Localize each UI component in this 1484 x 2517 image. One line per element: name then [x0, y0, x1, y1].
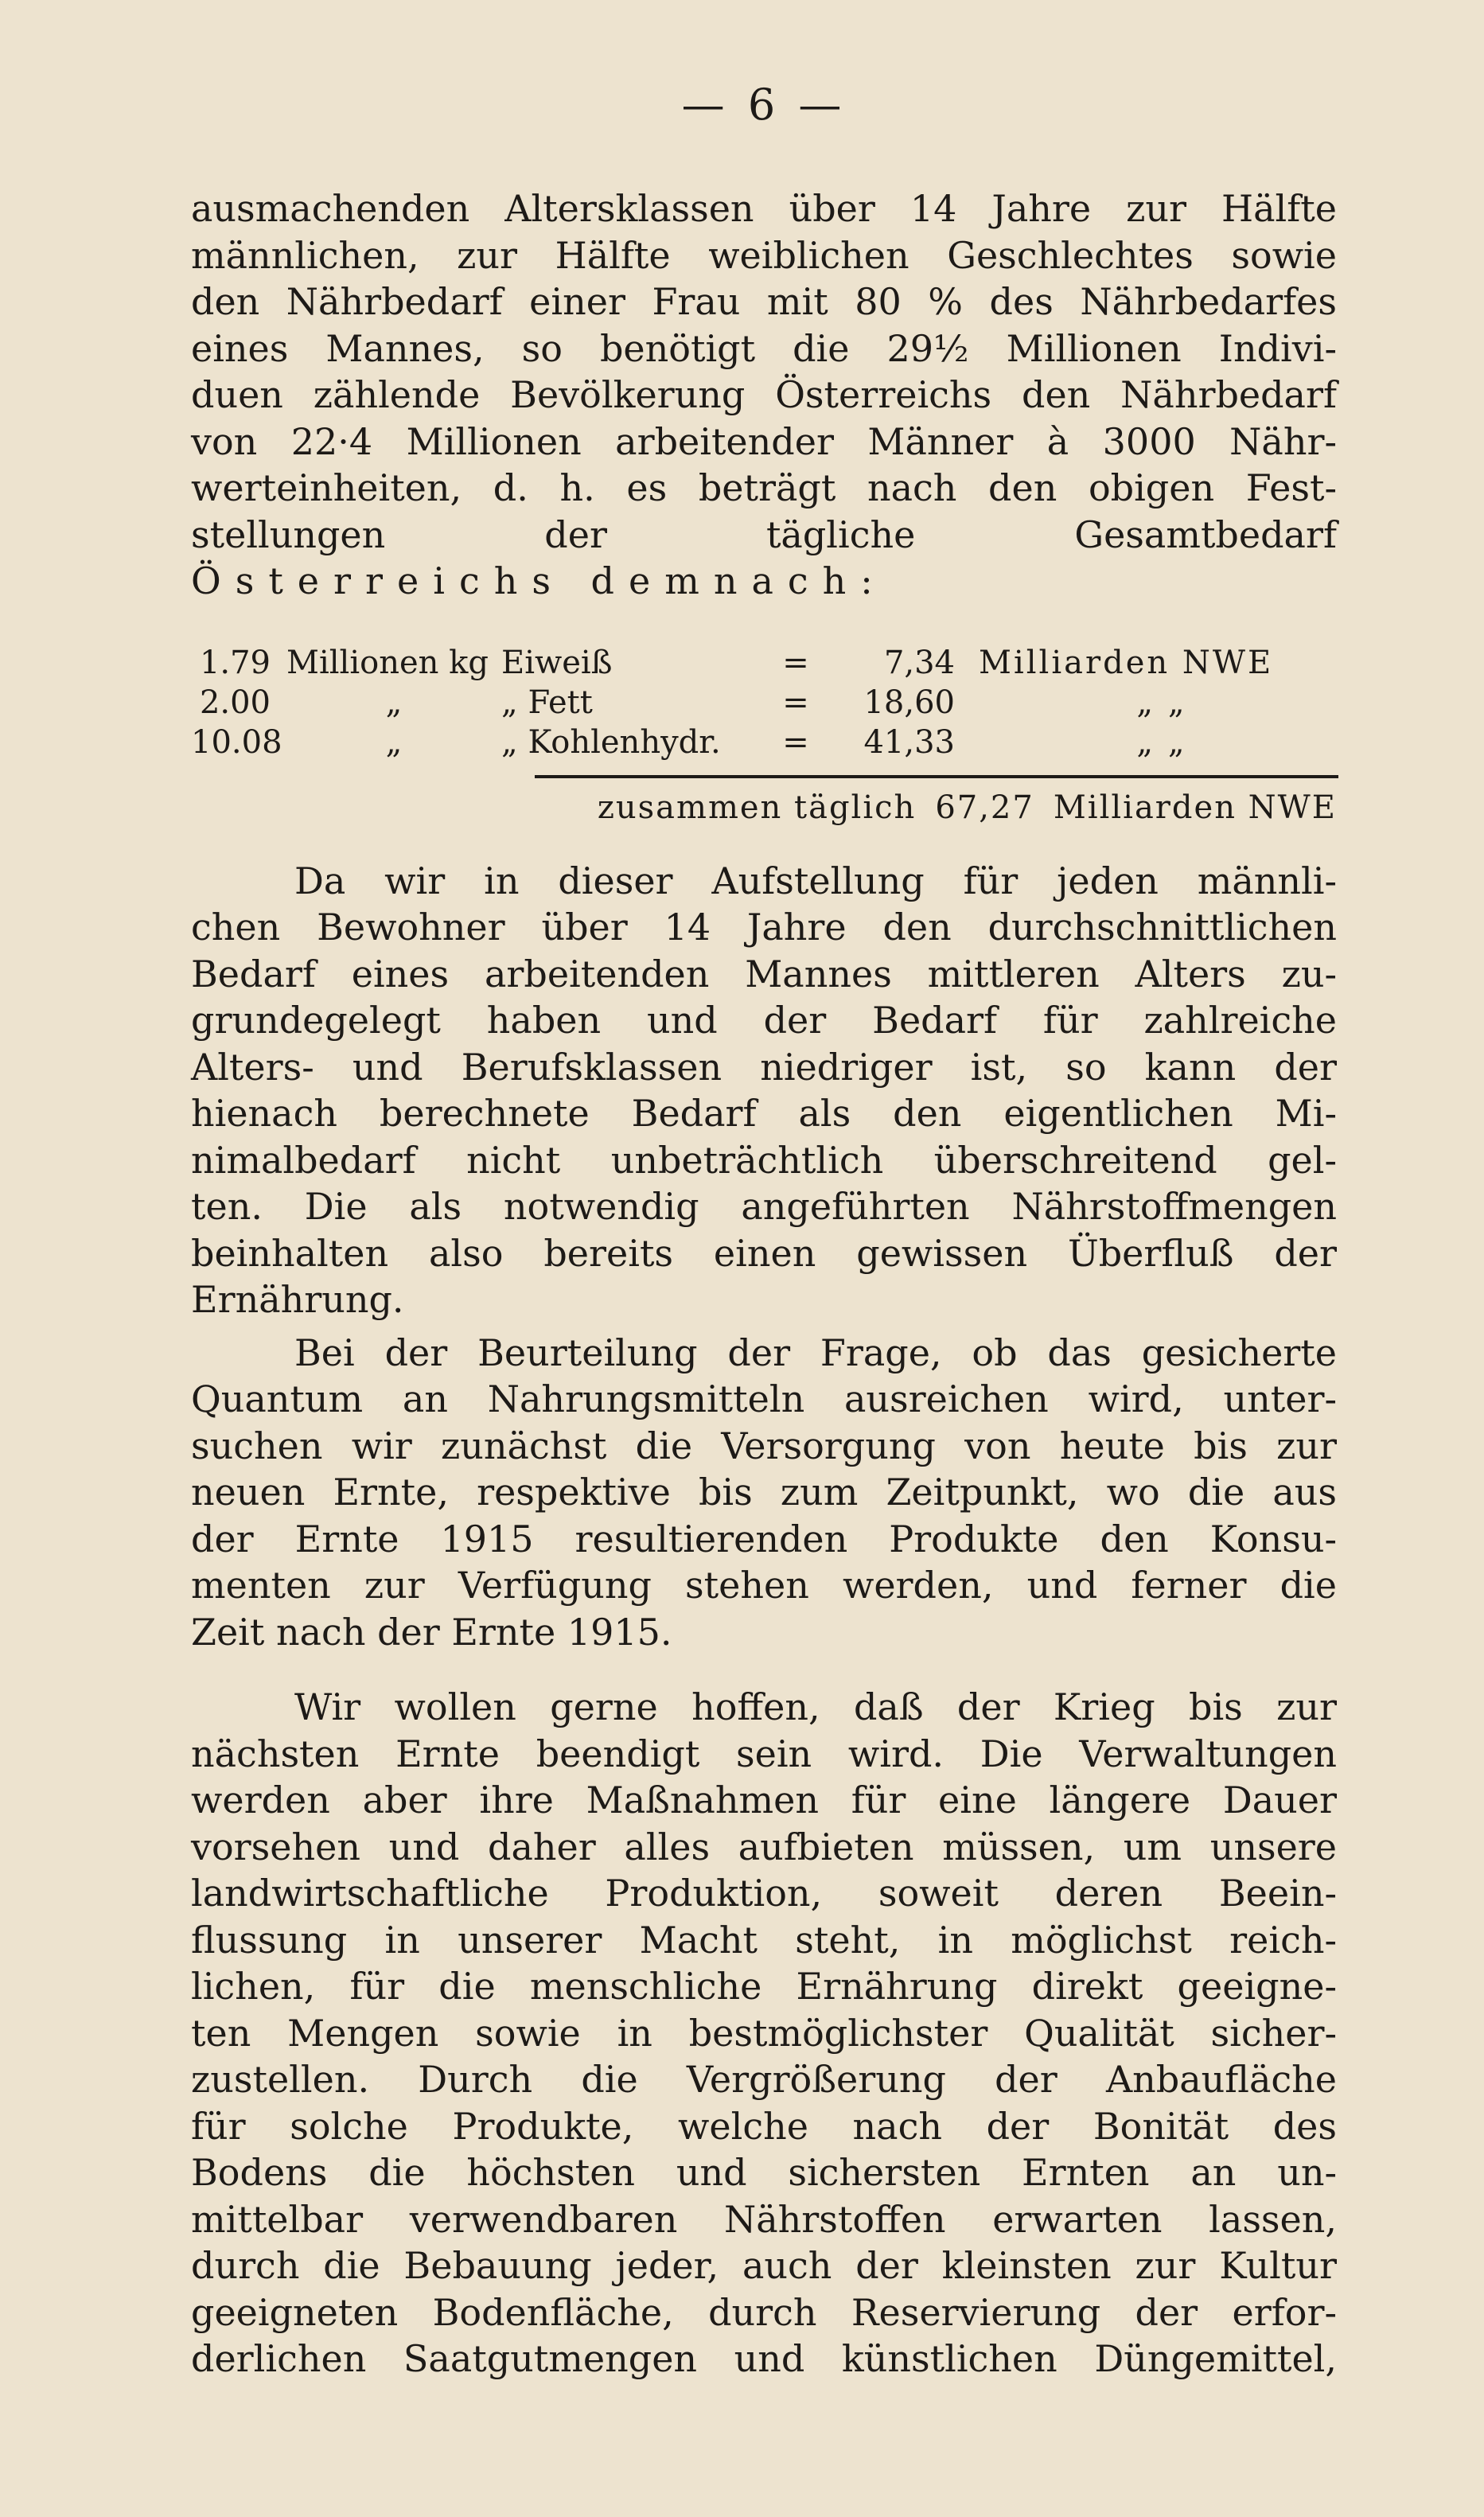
quantity-cell: 10.08 [191, 723, 282, 761]
paragraph [191, 1684, 1337, 2383]
text-line: werden aber ihre Maßnahmen für eine längere Dauer [191, 1779, 1337, 1822]
text-line: mittelbar verwendbaren Nährstoffen erwarten lassen, [191, 2197, 1337, 2241]
text-line: ten Mengen sowie in bestmöglichster Qualität sicher- [191, 2011, 1337, 2055]
text-line: derlichen Saatgutmengen und künstlichen Düngemittel, [191, 2337, 1337, 2380]
text-line: nimalbedarf nicht unbeträchtlich überschreitend gel- [191, 1138, 1337, 1182]
text-line: zustellen. Durch die Vergrößerung der Anbaufläche [191, 2058, 1337, 2101]
text-line: der Ernte 1915 resultierenden Produkte den Konsu- [191, 1517, 1337, 1560]
text-line: geeigneten Bodenfläche, durch Reservierung der erfor- [191, 2290, 1337, 2334]
text-line: Quantum an Nahrungsmitteln ausreichen wird, unter- [191, 1377, 1337, 1420]
text-line: ten. Die als notwendig angeführten Nährstoffmengen [191, 1185, 1337, 1228]
unit-cell: „ [385, 684, 403, 721]
emphasized-line: Österreichs demnach: [191, 559, 887, 602]
text-line: grundegelegt haben und der Bedarf für zahlreiche [191, 999, 1337, 1042]
text-line: für solche Produkte, welche nach der Bonität des [191, 2104, 1337, 2148]
text-line: Alters- und Berufsklassen niedriger ist, so kann der [191, 1045, 1337, 1089]
table-row [191, 684, 1337, 724]
text-line: hienach berechnete Bedarf als den eigentlichen Mi- [191, 1092, 1337, 1135]
unit-cell: „ [385, 723, 403, 761]
text-line: Bei der Beurteilung der Frage, ob das gesicherte [294, 1331, 1337, 1374]
value-unit-cell: „ „ [1136, 684, 1187, 721]
total-row [191, 789, 1337, 826]
text-line: neuen Ernte, respektive bis zum Zeitpunkt, wo die aus [191, 1471, 1337, 1514]
text-line: duen zählende Bevölkerung Österreichs den Nährbedarf [191, 373, 1337, 416]
text-line: chen Bewohner über 14 Jahre den durchschnittlichen [191, 906, 1337, 949]
text-line: den Nährbedarf einer Frau mit 80 % des Nährbedarfes [191, 280, 1337, 323]
value-cell: 7,34 [883, 644, 955, 681]
text-line: ausmachenden Altersklassen über 14 Jahre zur Hälfte [191, 187, 1337, 230]
text-line: Bodens die höchsten und sichersten Ernten an un- [191, 2151, 1337, 2194]
equals-cell: = [782, 644, 809, 681]
total-label: zusammen täglich [597, 789, 917, 826]
paragraph [191, 858, 1337, 1323]
intro-paragraph [191, 185, 1337, 605]
text-line: Bedarf eines arbeitenden Mannes mittleren Alters zu- [191, 952, 1337, 996]
item-cell: „ Kohlenhydr. [501, 723, 721, 761]
value-unit-cell: Milliarden NWE [979, 644, 1274, 681]
text-line: Zeit nach der Ernte 1915. [191, 1610, 672, 1654]
text-line: nächsten Ernte beendigt sein wird. Die Verwaltungen [191, 1732, 1337, 1775]
page-number: — 6 — [681, 80, 847, 130]
text-line: durch die Bebauung jeder, auch der kleinsten zur Kultur [191, 2244, 1337, 2287]
text-line: landwirtschaftliche Produktion, soweit deren Beein- [191, 1872, 1337, 1915]
equals-cell: = [782, 684, 809, 721]
item-cell: Eiweiß [501, 644, 613, 681]
text-line: lichen, für die menschliche Ernährung direkt geeigne- [191, 1965, 1337, 2008]
text-line: Ernährung. [191, 1278, 404, 1321]
text-line: männlichen, zur Hälfte weiblichen Geschlechtes sowie [191, 233, 1337, 277]
text-line: eines Mannes, so benötigt die 29½ Millionen Indivi- [191, 326, 1337, 370]
quantity-cell: 1.79 [199, 644, 271, 681]
text-line: beinhalten also bereits einen gewissen Überfluß der [191, 1231, 1337, 1275]
paragraph [191, 1330, 1337, 1656]
table-row [191, 724, 1337, 764]
nutrient-table [191, 645, 1337, 826]
text-line: flussung in unserer Macht steht, in möglichst reich- [191, 1918, 1337, 1962]
text-line: menten zur Verfügung stehen werden, und ferner die [191, 1564, 1337, 1607]
sum-rule [535, 775, 1338, 778]
text-line: stellungen der tägliche Gesamtbedarf [191, 512, 1337, 556]
value-cell: 41,33 [863, 723, 955, 761]
equals-cell: = [782, 723, 809, 761]
total-unit: Milliarden NWE [1053, 789, 1337, 826]
text-line: vorsehen und daher alles aufbieten müssen, um unsere [191, 1825, 1337, 1868]
text-line: suchen wir zunächst die Versorgung von heute bis zur [191, 1424, 1337, 1467]
text-line: Da wir in dieser Aufstellung für jeden männli- [294, 859, 1337, 902]
text-line: Wir wollen gerne hoffen, daß der Krieg bis zur [294, 1685, 1337, 1728]
item-cell: „ Fett [501, 684, 593, 721]
text-line: von 22·4 Millionen arbeitender Männer à 3000 Nähr- [191, 419, 1337, 463]
value-unit-cell: „ „ [1136, 723, 1187, 761]
book-page [191, 80, 1337, 2467]
quantity-cell: 2.00 [199, 684, 271, 721]
total-value: 67,27 [935, 789, 1034, 826]
text-line: werteinheiten, d. h. es beträgt nach den obigen Fest- [191, 466, 1337, 509]
value-cell: 18,60 [863, 684, 955, 721]
table-row [191, 645, 1337, 684]
unit-cell: Millionen kg [286, 644, 489, 681]
